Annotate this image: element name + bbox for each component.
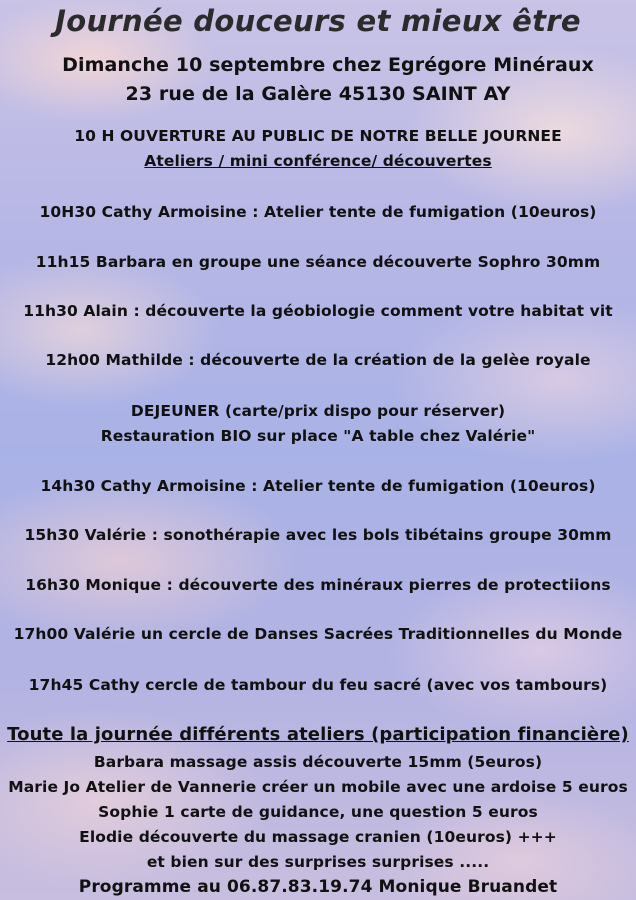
schedule-item: 12h00 Mathilde : découverte de la création de la gelèe royale bbox=[45, 351, 591, 369]
schedule-item: 16h30 Monique : découverte des minéraux pierres de protectiions bbox=[25, 576, 611, 594]
schedule-item: 17h45 Cathy cercle de tambour du feu sacré (avec vos tambours) bbox=[28, 676, 608, 694]
opening-headline: 10 H OUVERTURE AU PUBLIC DE NOTRE BELLE JOURNEE bbox=[74, 127, 562, 145]
all-day-item: Elodie découverte du massage cranien (10euros) +++ bbox=[79, 828, 557, 846]
event-date-venue: Dimanche 10 septembre chez Egrégore Minéraux bbox=[62, 54, 594, 76]
contact-line: Programme au 06.87.83.19.74 Monique Bruandet bbox=[78, 877, 558, 897]
schedule-item: 11h15 Barbara en groupe une séance découverte Sophro 30mm bbox=[35, 253, 601, 271]
schedule-item: 14h30 Cathy Armoisine : Atelier tente de fumigation (10euros) bbox=[40, 477, 596, 495]
schedule-item: 15h30 Valérie : sonothérapie avec les bols tibétains groupe 30mm bbox=[24, 526, 612, 544]
lunch-restaurant: Restauration BIO sur place "A table chez Valérie" bbox=[100, 427, 536, 445]
schedule-item: 10H30 Cathy Armoisine : Atelier tente de fumigation (10euros) bbox=[39, 203, 597, 221]
all-day-item: Barbara massage assis découverte 15mm (5euros) bbox=[93, 753, 543, 771]
all-day-item: Marie Jo Atelier de Vannerie créer un mobile avec une ardoise 5 euros bbox=[8, 778, 628, 796]
event-title: Journée douceurs et mieux être bbox=[55, 4, 581, 38]
all-day-item: Sophie 1 carte de guidance, une question 5 euros bbox=[98, 803, 538, 821]
all-day-item: et bien sur des surprises surprises ..... bbox=[146, 853, 490, 871]
schedule-item: 11h30 Alain : découverte la géobiologie comment votre habitat vit bbox=[23, 302, 613, 320]
opening-subline: Ateliers / mini conférence/ découvertes bbox=[144, 152, 492, 170]
schedule-item: 17h00 Valérie un cercle de Danses Sacrées Traditionnelles du Monde bbox=[13, 625, 623, 643]
event-address: 23 rue de la Galère 45130 SAINT AY bbox=[125, 83, 511, 105]
all-day-heading: Toute la journée différents ateliers (participation financière) bbox=[7, 724, 629, 745]
lunch-line: DEJEUNER (carte/prix dispo pour réserver) bbox=[130, 402, 506, 420]
